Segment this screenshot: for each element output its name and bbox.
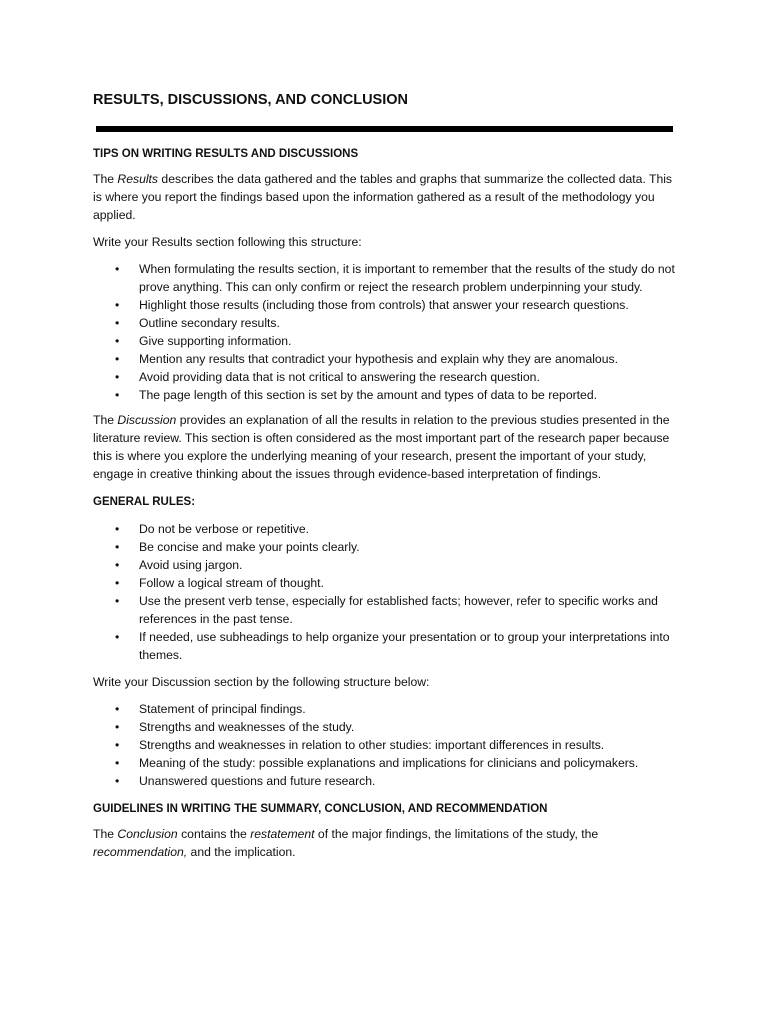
- list-item-text: Be concise and make your points clearly.: [139, 540, 360, 554]
- list-item: [93, 574, 678, 592]
- list-item-text: Avoid using jargon.: [139, 558, 243, 572]
- conclusion-mid-1: contains the: [177, 827, 251, 841]
- bullet-glyph: •: [115, 630, 120, 644]
- bullet-glyph: •: [115, 738, 120, 752]
- bullet-glyph: •: [115, 774, 120, 788]
- list-item: [93, 754, 678, 772]
- results-heading: TIPS ON WRITING RESULTS AND DISCUSSIONS: [93, 148, 359, 160]
- results-bullet-list: [93, 260, 678, 404]
- list-item-text: Outline secondary results.: [139, 316, 280, 330]
- recommendation-term: recommendation,: [93, 845, 188, 859]
- title-divider: [96, 126, 673, 132]
- list-item-text: Strengths and weaknesses of the study.: [139, 720, 355, 734]
- list-item-text: Highlight those results (including those from controls) that answer your research questions.: [139, 298, 629, 312]
- conclusion-end: and the implication.: [187, 845, 296, 859]
- results-intro-paragraph: [93, 170, 678, 224]
- list-item-text: Strengths and weaknesses in relation to other studies: important differences in results.: [139, 738, 605, 752]
- list-item: [93, 556, 678, 574]
- list-item: [93, 718, 678, 736]
- discussion-structure-list: [93, 700, 678, 790]
- list-item: [93, 700, 678, 718]
- list-item: [93, 332, 678, 350]
- bullet-glyph: •: [115, 720, 120, 734]
- bullet-glyph: •: [115, 540, 120, 554]
- list-item-text: Unanswered questions and future research.: [139, 774, 376, 788]
- discussion-term: Discussion: [117, 413, 177, 427]
- list-item-text: Avoid providing data that is not critical to answering the research question.: [139, 370, 540, 384]
- list-item-text: Follow a logical stream of thought.: [139, 576, 324, 590]
- bullet-glyph: •: [115, 522, 120, 536]
- restatement-term: restatement: [250, 827, 315, 841]
- document-content: [93, 90, 678, 861]
- discussion-intro-rest: provides an explanation of all the results in relation to the previous studies presented in the literature review. This section is often considered as the most important part of the research paper because this is where you explore the underlying meaning of your research, present the important of your study, engage in creative thinking about the issues through evidence-based interpretation of findings.: [93, 413, 670, 481]
- results-intro-rest: describes the data gathered and the tables and graphs that summarize the collected data. This is where you report the findings based upon the information gathered as a result of the methodology you applied.: [93, 172, 673, 222]
- discussion-intro-lead: The: [93, 413, 118, 427]
- list-item-text: Do not be verbose or repetitive.: [139, 522, 310, 536]
- results-intro-lead: The: [93, 172, 118, 186]
- discussion-structure-label: Write your Discussion section by the following structure below:: [93, 675, 430, 689]
- list-item: [93, 314, 678, 332]
- page-title: RESULTS, DISCUSSIONS, AND CONCLUSION: [93, 92, 408, 108]
- list-item: [93, 260, 678, 296]
- bullet-glyph: •: [115, 388, 120, 402]
- list-item: [93, 368, 678, 386]
- list-item: [93, 628, 678, 664]
- list-item-text: If needed, use subheadings to help organize your presentation or to group your interpretations into themes.: [139, 630, 670, 662]
- discussion-intro-paragraph: [93, 411, 678, 483]
- bullet-glyph: •: [115, 298, 120, 312]
- list-item: [93, 386, 678, 404]
- list-item: [93, 592, 678, 628]
- list-item-text: Meaning of the study: possible explanations and implications for clinicians and policymakers.: [139, 756, 639, 770]
- bullet-glyph: •: [115, 352, 120, 366]
- bullet-glyph: •: [115, 576, 120, 590]
- list-item: [93, 350, 678, 368]
- bullet-glyph: •: [115, 370, 120, 384]
- conclusion-term: Conclusion: [117, 827, 178, 841]
- list-item: [93, 736, 678, 754]
- list-item-text: Use the present verb tense, especially for established facts; however, refer to specific works and references in the past tense.: [139, 594, 658, 626]
- bullet-glyph: •: [115, 594, 120, 608]
- bullet-glyph: •: [115, 316, 120, 330]
- list-item-text: Statement of principal findings.: [139, 702, 306, 716]
- conclusion-lead: The: [93, 827, 118, 841]
- bullet-glyph: •: [115, 756, 120, 770]
- bullet-glyph: •: [115, 262, 120, 276]
- general-rules-heading: GENERAL RULES:: [93, 496, 196, 508]
- general-rules-list: [93, 520, 678, 664]
- list-item-text: Give supporting information.: [139, 334, 292, 348]
- list-item-text: The page length of this section is set by the amount and types of data to be reported.: [139, 388, 598, 402]
- bullet-glyph: •: [115, 334, 120, 348]
- list-item: [93, 772, 678, 790]
- bullet-glyph: •: [115, 558, 120, 572]
- bullet-glyph: •: [115, 702, 120, 716]
- list-item-text: When formulating the results section, it is important to remember that the results of the study do not prove anything. This can only confirm or reject the research problem underpinning your study.: [139, 262, 675, 294]
- list-item: [93, 296, 678, 314]
- list-item: [93, 520, 678, 538]
- results-term: Results: [117, 172, 159, 186]
- list-item-text: Mention any results that contradict your hypothesis and explain why they are anomalous.: [139, 352, 618, 366]
- conclusion-heading: GUIDELINES IN WRITING THE SUMMARY, CONCLUSION, AND RECOMMENDATION: [93, 803, 548, 815]
- conclusion-mid-2: of the major findings, the limitations of the study, the: [314, 827, 599, 841]
- list-item: [93, 538, 678, 556]
- results-structure-label: Write your Results section following this structure:: [93, 235, 362, 249]
- conclusion-paragraph: [93, 825, 678, 861]
